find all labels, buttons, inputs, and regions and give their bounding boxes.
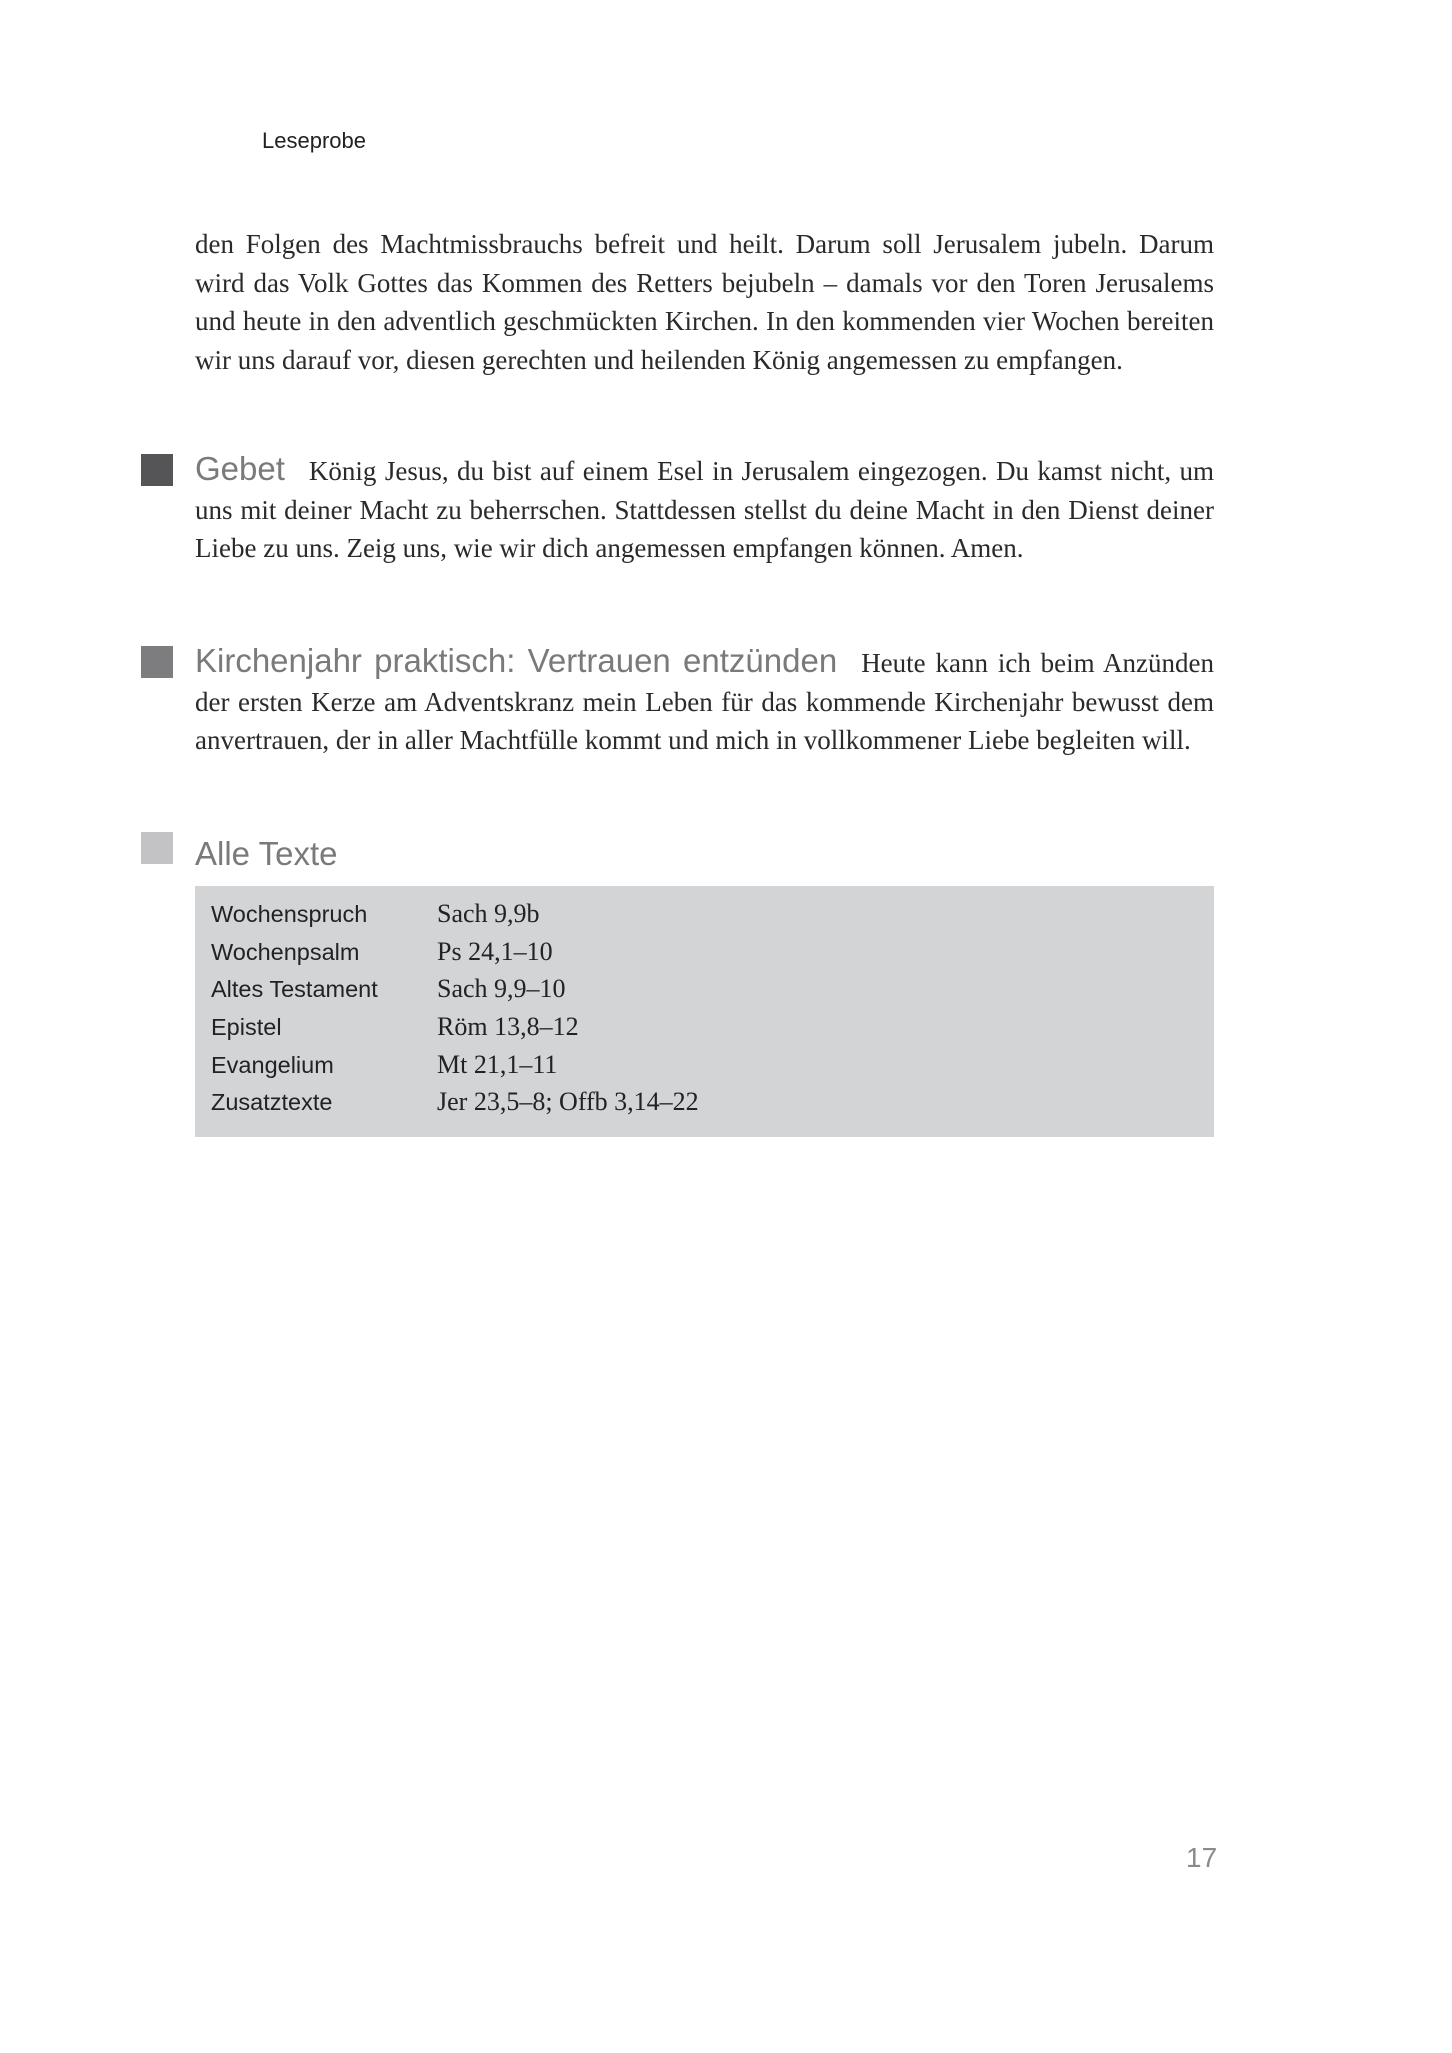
section-alle-texte — [195, 832, 1214, 876]
section-heading-kirchenjahr: Kirchenjahr praktisch: Vertrauen entzünden — [195, 642, 838, 679]
intro-paragraph: den Folgen des Machtmissbrauchs befreit und heilt. Darum soll Jerusalem jubeln. Darum wird das Volk Gottes das Kommen des Retters bejubeln – damals vor den Toren Jerusalems und heute in den adventlich geschmückten Kirchen. In den kommenden vier Wochen bereiten wir uns darauf vor, diesen gerechten und heilenden König angemessen zu empfangen. — [195, 229, 1214, 375]
reading-label: Evangelium — [211, 1052, 334, 1078]
reading-reference: Ps 24,1–10 — [437, 937, 553, 966]
readings-table — [195, 886, 1214, 1137]
table-row — [211, 1008, 1201, 1046]
reading-reference: Sach 9,9–10 — [437, 974, 566, 1003]
page-number: 17 — [1186, 1842, 1218, 1873]
table-row — [211, 1046, 1201, 1084]
reading-reference: Sach 9,9b — [437, 899, 540, 928]
reading-label: Epistel — [211, 1014, 282, 1040]
reading-label: Altes Testament — [211, 976, 378, 1002]
table-row — [211, 933, 1201, 971]
section-kirchenjahr — [195, 642, 1214, 760]
table-row — [211, 970, 1201, 1008]
gebet-text: König Jesus, du bist auf einem Esel in Jerusalem eingezogen. Du kamst nicht, um uns mit deiner Macht zu beherrschen. Stattdessen stellst du deine Macht in den Dienst deiner Liebe zu uns. Zeig uns, wie wir dich angemessen empfangen können. Amen. — [195, 456, 1214, 563]
reading-reference: Jer 23,5–8; Offb 3,14–22 — [437, 1087, 699, 1116]
table-row — [211, 895, 1201, 933]
reading-reference: Mt 21,1–11 — [437, 1050, 558, 1079]
reading-reference: Röm 13,8–12 — [437, 1012, 579, 1041]
table-row — [211, 1083, 1201, 1121]
section-heading-gebet: Gebet — [195, 450, 285, 487]
section-heading-alle-texte: Alle Texte — [195, 835, 338, 872]
kirchenjahr-text: Heute kann ich beim Anzünden der ersten Kerze am Adventskranz mein Leben für das kommende Kirchenjahr bewusst dem anvertrauen, der in aller Machtfülle kommt und mich in vollkommener Liebe begleiten will. — [195, 648, 1214, 755]
section-gebet — [195, 450, 1214, 568]
reading-label: Zusatztexte — [211, 1089, 333, 1115]
section-marker-gebet — [141, 454, 173, 486]
section-marker-alle-texte — [141, 832, 173, 864]
reading-label: Wochenpsalm — [211, 939, 360, 965]
section-marker-kirchenjahr — [141, 646, 173, 678]
kirchenjahr-paragraph — [195, 642, 1214, 760]
reading-label: Wochenspruch — [211, 901, 368, 927]
running-header: Leseprobe — [262, 128, 366, 153]
gebet-paragraph — [195, 450, 1214, 568]
